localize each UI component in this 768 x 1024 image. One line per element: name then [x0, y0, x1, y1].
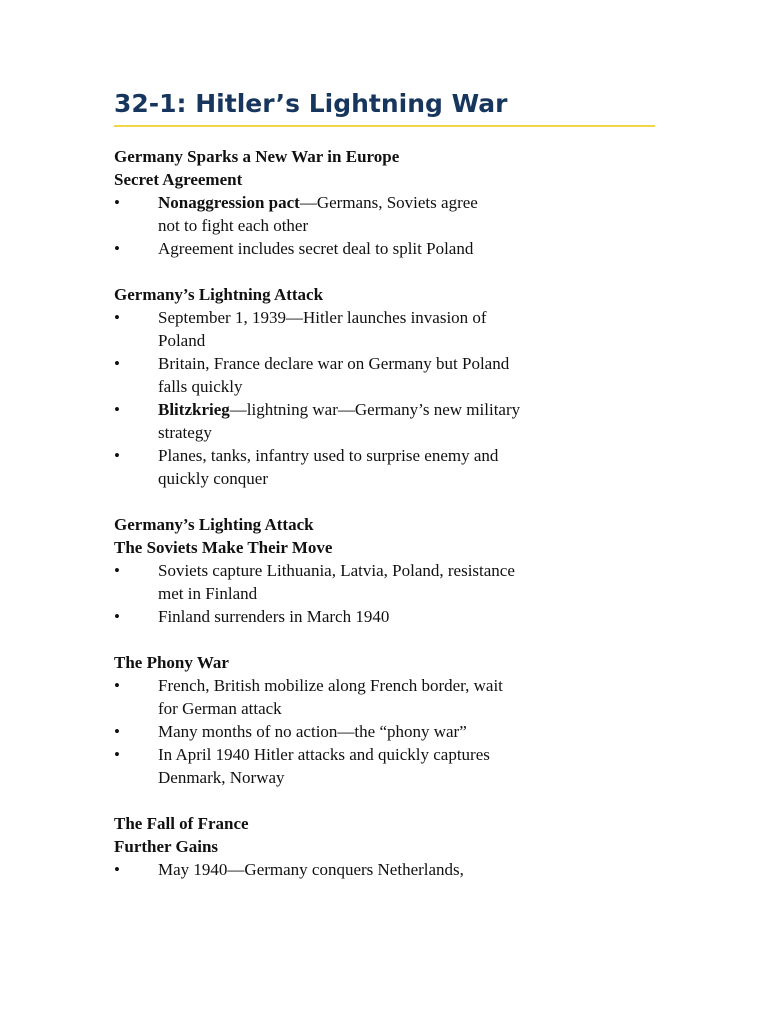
bullet-body: Many months of no action—the “phony war” — [158, 722, 467, 741]
bullet-icon: • — [114, 722, 120, 741]
bullet-item — [114, 398, 674, 444]
bullet-item — [114, 306, 674, 352]
bullet-body: Agreement includes secret deal to split Poland — [158, 239, 474, 258]
bullet-text — [158, 605, 674, 628]
section — [114, 145, 674, 260]
section-subheading: Secret Agreement — [114, 170, 243, 189]
section-heading: The Fall of France — [114, 814, 249, 833]
bullet-icon: • — [114, 860, 120, 879]
key-term: Nonaggression pact — [158, 193, 300, 212]
section — [114, 651, 674, 789]
document-body — [114, 145, 674, 904]
bullet-text — [158, 559, 674, 605]
bullet-body: French, British mobilize along French border, wait for German attack — [158, 676, 503, 718]
bullet-icon: • — [114, 676, 120, 695]
bullet-text — [158, 352, 674, 398]
bullet-icon: • — [114, 446, 120, 465]
section-heading: Germany’s Lighting Attack — [114, 515, 314, 534]
bullet-body: —Germans, Soviets agree not to fight each other — [158, 193, 478, 235]
bullet-item — [114, 743, 674, 789]
bullet-icon: • — [114, 193, 120, 212]
bullet-body: Planes, tanks, infantry used to surprise enemy and quickly conquer — [158, 446, 499, 488]
bullet-item — [114, 858, 674, 881]
section-heading: Germany’s Lightning Attack — [114, 285, 324, 304]
bullet-icon: • — [114, 308, 120, 327]
section — [114, 513, 674, 628]
bullet-body: Soviets capture Lithuania, Latvia, Poland, resistance met in Finland — [158, 561, 515, 603]
bullet-text — [158, 674, 674, 720]
bullet-item — [114, 720, 674, 743]
bullet-text — [158, 306, 674, 352]
bullet-body: Britain, France declare war on Germany but Poland falls quickly — [158, 354, 510, 396]
bullet-body: In April 1940 Hitler attacks and quickly captures Denmark, Norway — [158, 745, 490, 787]
key-term: Blitzkrieg — [158, 400, 230, 419]
bullet-body: Finland surrenders in March 1940 — [158, 607, 390, 626]
bullet-text — [158, 398, 674, 444]
bullet-icon: • — [114, 354, 120, 373]
section-heading: The Phony War — [114, 653, 229, 672]
page-title: 32-1: Hitler’s Lightning War — [114, 89, 508, 118]
section-subheading: The Soviets Make Their Move — [114, 538, 333, 557]
bullet-text — [158, 743, 674, 789]
bullet-item — [114, 237, 674, 260]
bullet-item — [114, 674, 674, 720]
section-heading: Germany Sparks a New War in Europe — [114, 147, 400, 166]
bullet-body: —lightning war—Germany’s new military strategy — [158, 400, 521, 442]
bullet-item — [114, 352, 674, 398]
bullet-body: May 1940—Germany conquers Netherlands, — [158, 860, 464, 879]
bullet-item — [114, 444, 674, 490]
bullet-item — [114, 191, 674, 237]
bullet-text — [158, 191, 674, 237]
bullet-icon: • — [114, 561, 120, 580]
bullet-icon: • — [114, 400, 120, 419]
bullet-text — [158, 237, 674, 260]
title-underline — [114, 125, 655, 127]
bullet-text — [158, 720, 674, 743]
section-subheading: Further Gains — [114, 837, 219, 856]
section — [114, 812, 674, 881]
section — [114, 283, 674, 490]
bullet-text — [158, 858, 674, 881]
bullet-body: September 1, 1939—Hitler launches invasion of Poland — [158, 308, 487, 350]
bullet-icon: • — [114, 239, 120, 258]
bullet-icon: • — [114, 745, 120, 764]
bullet-item — [114, 559, 674, 605]
bullet-text — [158, 444, 674, 490]
bullet-icon: • — [114, 607, 120, 626]
bullet-item — [114, 605, 674, 628]
